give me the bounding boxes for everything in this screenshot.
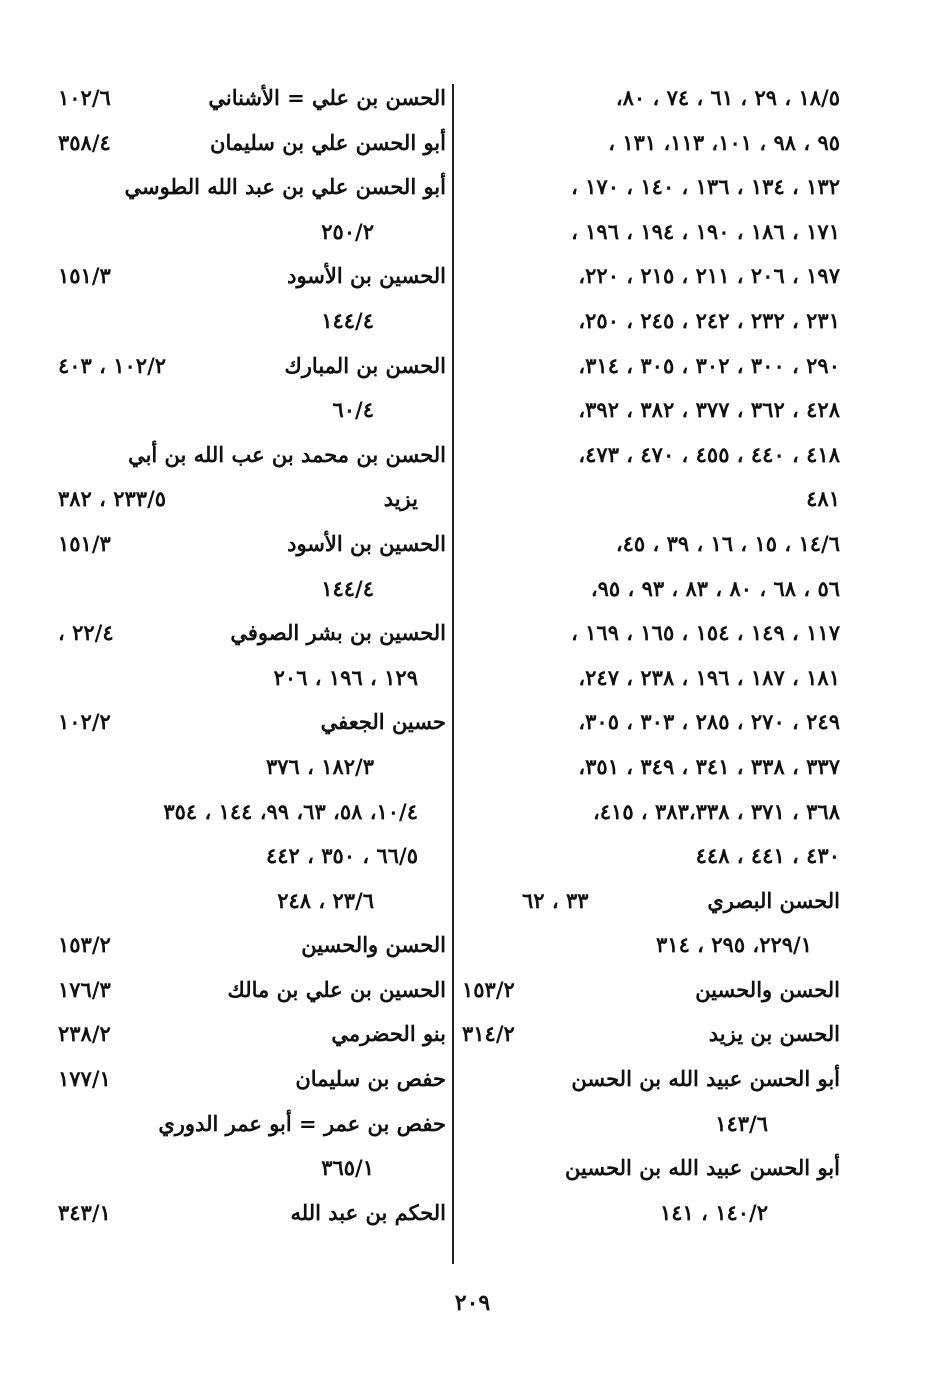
ref-line: ٣٦٨ ، ٣٧١ ، ٣٨٣،٣٣٨ ، ٤١٥، [593, 798, 840, 824]
entry-continuation: ٢٥٠/٢ [321, 218, 374, 244]
entry-ref: ٣٤٣/١ [58, 1199, 111, 1225]
ref-line: ١٩٧ ، ٢٠٦ ، ٢١١ ، ٢١٥ ، ٢٢٠، [578, 263, 840, 289]
entry-ref: ٢٣٨/٢ [58, 1021, 111, 1047]
ref-line: ٤٢٨ ، ٣٦٢ ، ٣٧٧ ، ٣٨٢ ، ٣٩٢، [578, 397, 840, 423]
ref-line: ٥٦ ، ٦٨ ، ٨٠ ، ٨٣ ، ٩٣ ، ٩٥، [590, 575, 840, 601]
ref-line: ٤٣٠ ، ٤٤١ ، ٤٤٨ [695, 843, 840, 869]
index-entry [58, 1057, 446, 1102]
entry-continuation: ١٤٤/٤ [321, 307, 374, 333]
entry-continuation: ١٤٤/٤ [321, 575, 374, 601]
ref-line: ١٨/٥ ، ٢٩ ، ٦١ ، ٧٤ ، ٨٠، [615, 85, 840, 110]
entry-name: الحسين بن الأسود [287, 530, 446, 556]
index-entry [58, 522, 446, 567]
entry-ref: ٣٥٨/٤ [58, 129, 111, 155]
entry-ref: ١٧٦/٣ [58, 976, 111, 1002]
index-entry [58, 968, 446, 1013]
index-entry [58, 700, 446, 745]
right-column [462, 76, 840, 1235]
ref-line: ٢٣١ ، ٢٣٢ ، ٢٤٢ ، ٢٤٥ ، ٢٥٠، [578, 307, 840, 333]
index-entry [58, 254, 446, 299]
ref-line: ٣٣٧ ، ٣٣٨ ، ٣٤١ ، ٣٤٩ ، ٣٥١، [578, 753, 840, 779]
entry-continuation: ٢٣/٦ ، ٢٤٨ [277, 887, 374, 913]
entry-name: الحسن بن محمد بن عب الله بن أبي [128, 441, 446, 467]
ref-line: ١٨١ ، ١٨٧ ، ١٩٦ ، ٢٣٨ ، ٢٤٧، [578, 664, 840, 690]
entry-name: الحسن البصري [707, 887, 840, 913]
ref-line: ١١٧ ، ١٤٩ ، ١٥٤ ، ١٦٥ ، ١٦٩ ، [571, 620, 840, 646]
index-entry [462, 879, 840, 924]
index-entry [462, 1057, 840, 1102]
entry-name: الحسن بن علي = الأشناني [208, 85, 446, 110]
entry-name: الحسين بن بشر الصوفي [230, 620, 446, 646]
entry-continuation: ١٢٩ ، ١٩٦ ، ٢٠٦ [273, 664, 418, 690]
entry-name: الحسن والحسين [695, 976, 840, 1002]
index-entry [58, 1012, 446, 1057]
entry-ref: ٣١٤/٢ [462, 1021, 515, 1047]
page-number: ٢٠٩ [454, 1290, 491, 1316]
ref-line: ١٧١ ، ١٨٦ ، ١٩٠ ، ١٩٤ ، ١٩٦ ، [571, 218, 840, 244]
index-entry [462, 1012, 840, 1057]
entry-ref: ٢٢/٤ ، [58, 620, 114, 646]
ref-line: ١٣٢ ، ١٣٤ ، ١٣٦ ، ١٤٠ ، ١٧٠ ، [571, 174, 840, 200]
entry-ref: ١٥٣/٢ [462, 976, 515, 1002]
entry-ref: ٢٣٣/٥ ، ٣٨٢ [58, 486, 167, 512]
entry-name: الحكم بن عبد الله [290, 1199, 446, 1225]
index-entry [462, 1146, 840, 1191]
entry-name: أبو الحسن عبيد الله بن الحسين [565, 1155, 840, 1181]
entry-name: أبو الحسن علي بن عبد الله الطوسي [124, 174, 446, 200]
entry-ref: ١٧٧/١ [58, 1066, 111, 1092]
entry-continuation: ١٤٣/٦ [715, 1110, 768, 1136]
entry-name-cont: يزيد [383, 486, 418, 512]
entry-continuation: ٢٢٩/١، ٢٩٥ ، ٣١٤ [656, 932, 812, 958]
index-entry [58, 165, 446, 210]
column-divider [452, 84, 454, 1264]
entry-continuation: ١٠/٤، ٥٨، ٦٣، ٩٩، ١٤٤ ، ٣٥٤ [163, 798, 418, 824]
index-entry [58, 1191, 446, 1236]
entry-ref: ١٠٢/٦ [58, 85, 111, 110]
ref-line: ٤٨١ [806, 486, 840, 512]
entry-ref: ١٥١/٣ [58, 263, 111, 289]
entry-ref: ١٥٣/٢ [58, 932, 111, 958]
entry-name: الحسين بن علي بن مالك [227, 976, 446, 1002]
entry-continuation: ٦٦/٥ ، ٣٥٠ ، ٤٤٢ [265, 843, 418, 869]
index-entry [58, 1102, 446, 1147]
entry-name: الحسن والحسين [301, 932, 446, 958]
index-entry [58, 433, 446, 478]
ref-line: ٢٩٠ ، ٣٠٠ ، ٣٠٢ ، ٣٠٥ ، ٣١٤، [578, 352, 840, 378]
entry-ref: ١٠٢/٢ [58, 709, 111, 735]
ref-line: ٢٤٩ ، ٢٧٠ ، ٢٨٥ ، ٣٠٣ ، ٣٠٥، [578, 709, 840, 735]
entry-name: الحسين بن الأسود [287, 263, 446, 289]
ref-line: ٤١٨ ، ٤٤٠ ، ٤٥٥ ، ٤٧٠ ، ٤٧٣، [578, 441, 840, 467]
index-entry [58, 344, 446, 389]
entry-continuation: ١٤٠/٢ ، ١٤١ [659, 1199, 768, 1225]
entry-name: حفص بن عمر = أبو عمر الدوري [158, 1110, 446, 1136]
entry-name: حفص بن سليمان [295, 1066, 446, 1092]
ref-line: ٩٥ ، ٩٨ ، ١٠١، ١١٣، ١٣١ ، [608, 129, 840, 155]
entry-ref: ٣٣ ، ٦٢ [522, 887, 589, 913]
ref-line: ١٤/٦ ، ١٥ ، ١٦ ، ٣٩ ، ٤٥، [615, 530, 840, 556]
entry-name: أبو الحسن علي بن سليمان [210, 129, 446, 155]
entry-name: بنو الحضرمي [331, 1021, 446, 1047]
entry-continuation: ١٨٢/٣ ، ٣٧٦ [265, 753, 374, 779]
index-entry [58, 611, 446, 656]
index-entry [58, 76, 446, 121]
index-entry [462, 968, 840, 1013]
entry-name: أبو الحسن عبيد الله بن الحسن [571, 1066, 840, 1092]
entry-ref: ١٠٢/٢ ، ٤٠٣ [58, 352, 167, 378]
index-entry [58, 923, 446, 968]
entry-continuation [58, 477, 446, 522]
entry-name: الحسن بن المبارك [284, 352, 446, 378]
entry-ref: ١٥١/٣ [58, 530, 111, 556]
entry-name: حسين الجعفي [320, 709, 446, 735]
left-column [58, 76, 446, 1235]
entry-continuation: ٣٦٥/١ [321, 1155, 374, 1181]
entry-continuation: ٦٠/٤ [332, 397, 374, 423]
index-entry [58, 121, 446, 166]
entry-name: الحسن بن يزيد [708, 1021, 840, 1047]
